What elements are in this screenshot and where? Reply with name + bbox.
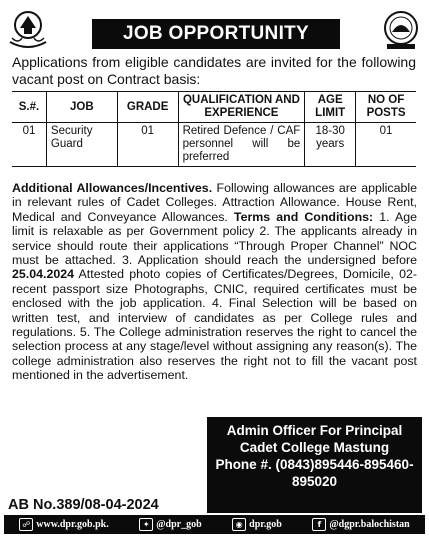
allowances-heading: Additional Allowances/Incentives. [12, 181, 213, 195]
column-header: GRADE [117, 92, 178, 123]
facebook-icon: f [312, 518, 326, 531]
globe-icon: ☍ [19, 518, 33, 531]
terms-text: 1. Age limit is relaxable as per Government policy 2. The applicants already in service should route their applications “Through Proper Channel” NOC must be attached. 3. Application should reach the undersigned before [12, 209, 417, 268]
facebook-handle[interactable]: @dgpr.balochistan [329, 519, 410, 530]
terms-text-continued: Attested photo copies of Certificates/Degrees, Domicile, 02-recent passport size Photographs, CNIC, required certificates must be enclosed with the job application. 4. Final Selection will be based on written test, and interview of candidates as per College rules and regulations. 5. The College administration reserves the right to cancel the selection process at any stage/level without assigning any reason(s). The college administration also reserves the right not to fill the vacant post mentioned in the advertisement. [12, 267, 417, 383]
contact-title: Admin Officer For Principal [226, 423, 403, 438]
website-link[interactable]: www.dpr.gob.pk. [36, 519, 109, 530]
instagram-handle[interactable]: dpr.gob [249, 519, 282, 530]
cell-sno: 01 [12, 123, 46, 167]
ad-reference-number: AB No.389/08-04-2024 [8, 497, 159, 513]
table-header-row [12, 92, 416, 123]
contact-box [207, 417, 422, 513]
cell-grade: 01 [117, 123, 178, 167]
deadline-date: 25.04.2024 [12, 267, 75, 282]
footer-instagram[interactable] [232, 518, 282, 531]
footer-facebook[interactable] [312, 518, 409, 531]
footer-website[interactable] [19, 518, 108, 531]
twitter-handle[interactable]: @dpr_gob [156, 519, 202, 530]
twitter-icon: ✦ [139, 518, 153, 531]
allowances-text: Following allowances are applicable in relevant rules of Cadet Colleges. Attraction Allowance. House Rent, Medical and Conveyance Allowances. [12, 181, 417, 224]
terms-body [12, 181, 417, 383]
ad-header [0, 0, 429, 54]
cell-job: Security Guard [46, 123, 117, 167]
column-header: NO OF POSTS [356, 92, 416, 123]
job-table [12, 91, 416, 167]
cell-age: 18-30 years [305, 123, 356, 167]
footer-twitter[interactable] [139, 518, 201, 531]
balochistan-emblem-icon [6, 8, 50, 52]
column-header: QUALIFICATION AND EXPERIENCE [178, 92, 305, 123]
page-title: JOB OPPORTUNITY [92, 19, 340, 49]
terms-heading: Terms and Conditions: [233, 209, 374, 224]
cell-qualification: Retired Defence / CAF personnel will be preferred [178, 123, 305, 167]
table-row [12, 123, 416, 167]
footer-bar [4, 515, 425, 534]
intro-text: Applications from eligible candidates are invited for the following vacant post on Contract basis: [12, 54, 416, 87]
contact-institution: Cadet College Mastung [239, 440, 390, 455]
column-header: AGE LIMIT [305, 92, 356, 123]
instagram-icon: ◉ [232, 518, 246, 531]
cell-posts: 01 [356, 123, 416, 167]
college-crest-icon [379, 8, 423, 52]
column-header: S.#. [12, 92, 46, 123]
contact-phone: Phone #. (0843)895446-895460-895020 [215, 457, 414, 489]
column-header: JOB [46, 92, 117, 123]
